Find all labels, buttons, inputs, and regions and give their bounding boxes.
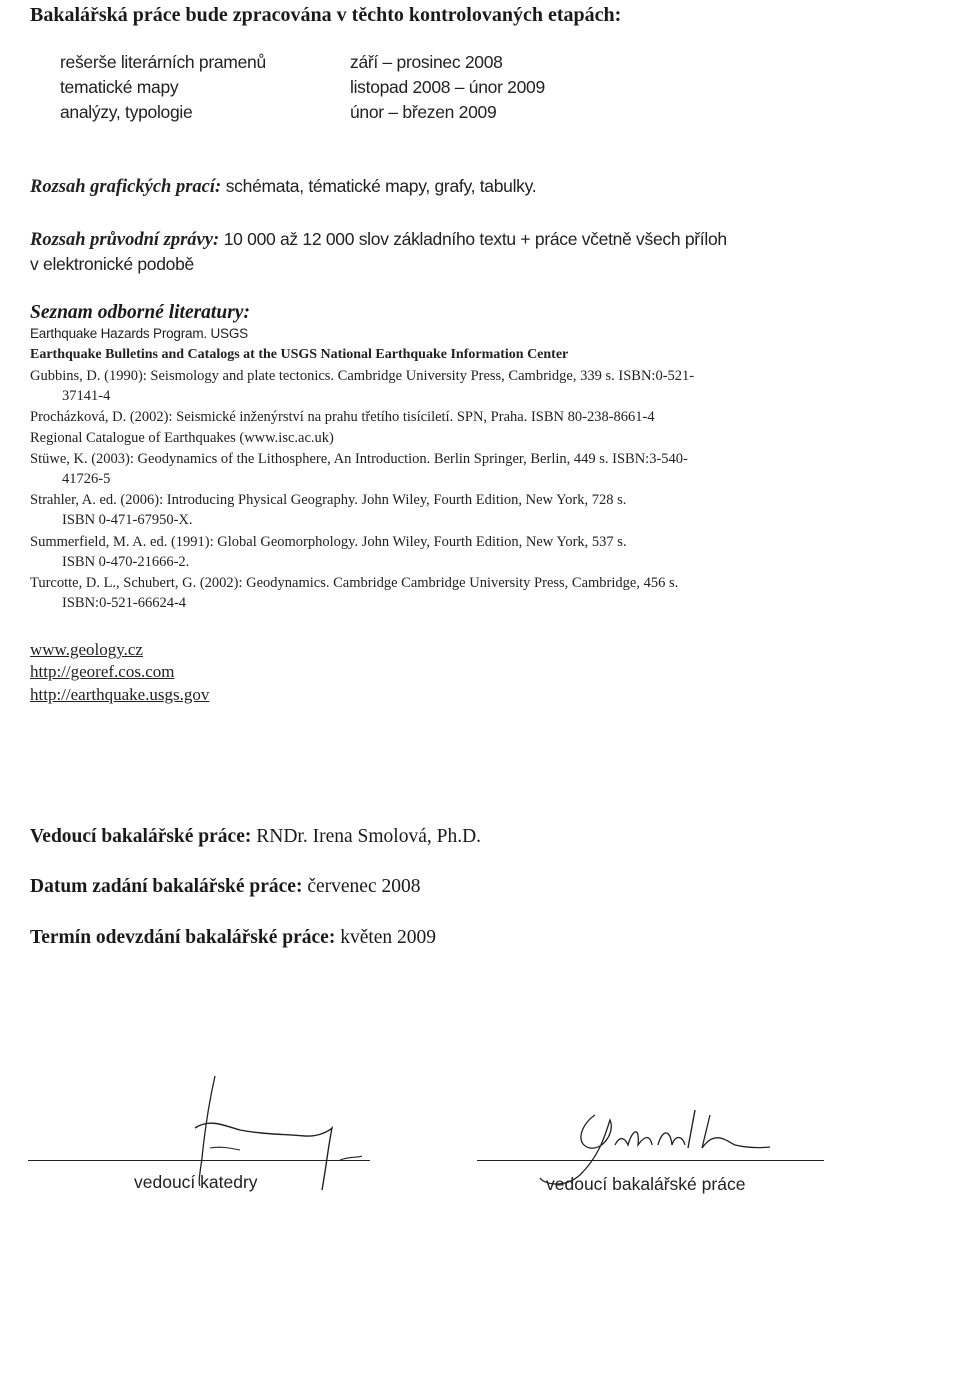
report-scope-value: 10 000 až 12 000 slov základního textu + práce včetně všech příloh	[219, 229, 727, 249]
reference-item	[30, 492, 627, 528]
literature-title: Seznam odborné literatury:	[30, 302, 250, 323]
link-georef[interactable]: http://georef.cos.com	[30, 662, 175, 681]
graphics-scope	[30, 176, 536, 198]
reference-text: Stüwe, K. (2003): Geodynamics of the Lithosphere, An Introduction. Berlin Springer, Berlin, 449 s. ISBN:3-540-	[30, 451, 688, 467]
reference-continuation: 41726-5	[62, 471, 111, 487]
reference-text: Strahler, A. ed. (2006): Introducing Physical Geography. John Wiley, Fourth Edition, New York, 728 s.	[30, 492, 627, 508]
supervisor-label: Vedoucí bakalářské práce:	[30, 826, 252, 847]
deadline-label: Termín odevzdání bakalářské práce:	[30, 927, 336, 948]
assigned-date-label: Datum zadání bakalářské práce:	[30, 876, 303, 897]
reference-text: Gubbins, D. (1990): Seismology and plate tectonics. Cambridge University Press, Cambridge, 339 s. ISBN:0-521-	[30, 368, 695, 384]
signature-label-right: vedoucí bakalářské práce	[546, 1174, 746, 1194]
supervisor-value: RNDr. Irena Smolová, Ph.D.	[251, 826, 482, 847]
stages-heading: Bakalářská práce bude zpracována v těchto kontrolovaných etapách:	[30, 4, 622, 26]
link-earthquake-usgs[interactable]: http://earthquake.usgs.gov	[30, 685, 210, 704]
stage-period: únor – březen 2009	[350, 102, 497, 122]
reference-text: Summerfield, M. A. ed. (1991): Global Geomorphology. John Wiley, Fourth Edition, New York, 537 s.	[30, 534, 627, 550]
stage-name: rešerše literárních pramenů	[60, 52, 266, 72]
report-scope-label: Rozsah průvodní zprávy:	[30, 230, 220, 250]
reference-item	[30, 451, 688, 487]
signature-line-right	[477, 1160, 824, 1161]
reference-item: Regional Catalogue of Earthquakes (www.isc.ac.uk)	[30, 430, 334, 446]
assigned-date-line	[30, 876, 421, 898]
report-scope	[30, 229, 727, 251]
signature-label-left: vedoucí katedry	[134, 1172, 258, 1192]
reference-item	[30, 534, 627, 570]
stage-name: tematické mapy	[60, 77, 179, 97]
stage-period: září – prosinec 2008	[350, 52, 503, 72]
graphics-scope-value: schémata, tématické mapy, grafy, tabulky.	[221, 176, 537, 196]
assigned-date-value: červenec 2008	[302, 876, 421, 897]
reference-item: Earthquake Hazards Program. USGS	[30, 326, 248, 341]
reference-item	[30, 575, 679, 611]
supervisor-line	[30, 826, 481, 848]
deadline-value: květen 2009	[335, 927, 437, 948]
reference-continuation: ISBN:0-521-66624-4	[62, 595, 187, 611]
reference-continuation: ISBN 0-470-21666-2.	[62, 554, 190, 570]
signature-line-left	[28, 1160, 370, 1161]
deadline-line	[30, 927, 436, 949]
reference-item: Earthquake Bulletins and Catalogs at the USGS National Earthquake Information Center	[30, 347, 569, 362]
reference-item	[30, 368, 695, 404]
stage-period: listopad 2008 – únor 2009	[350, 77, 545, 97]
graphics-scope-label: Rozsah grafických prací:	[30, 177, 222, 197]
reference-continuation: 37141-4	[62, 388, 111, 404]
stage-name: analýzy, typologie	[60, 102, 193, 122]
reference-item: Procházková, D. (2002): Seismické inženýrství na prahu třetího tisíciletí. SPN, Praha. ISBN 80-238-8661-4	[30, 409, 655, 425]
report-scope-continuation: v elektronické podobě	[30, 254, 194, 274]
reference-text: Turcotte, D. L., Schubert, G. (2002): Geodynamics. Cambridge Cambridge University Press, Cambridge, 456 s.	[30, 575, 679, 591]
reference-continuation: ISBN 0-471-67950-X.	[62, 512, 193, 528]
link-geology[interactable]: www.geology.cz	[30, 640, 143, 659]
